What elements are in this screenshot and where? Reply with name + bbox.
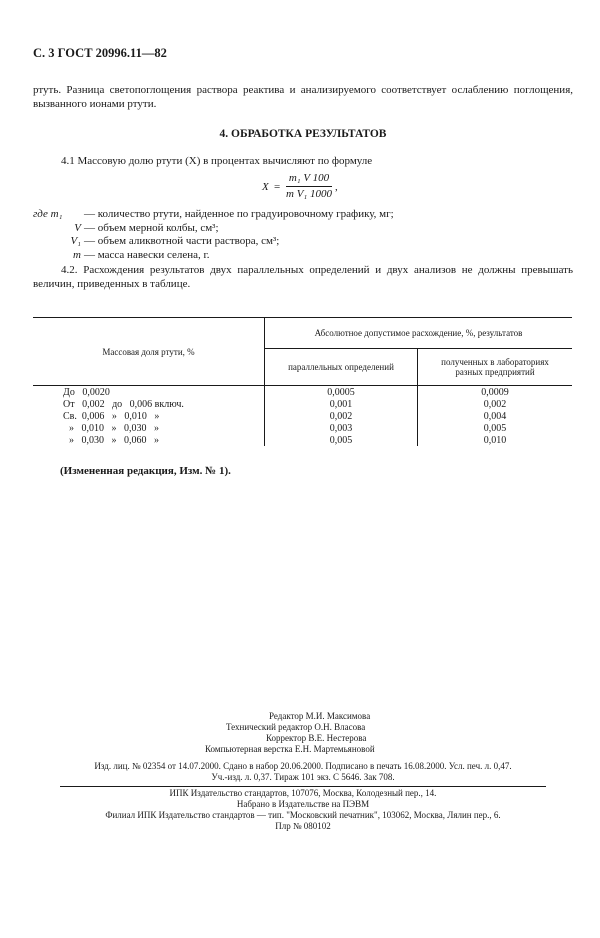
definition-text: — объем аликвотной части раствора, см³; bbox=[84, 235, 280, 247]
section-title: 4. ОБРАБОТКА РЕЗУЛЬТАТОВ bbox=[219, 128, 387, 140]
definition-symbol: V₁ bbox=[70, 235, 81, 247]
table-row bbox=[33, 422, 572, 434]
table-row bbox=[33, 434, 572, 446]
formula-comma: , bbox=[335, 181, 338, 193]
table-row bbox=[33, 410, 572, 422]
publisher-line: ИПК Издательство стандартов, 107076, Москва, Колодезный пер., 14. bbox=[169, 788, 437, 798]
formula-numerator: m₁ V 100 bbox=[288, 172, 330, 184]
revision-note: (Измененная редакция, Изм. № 1). bbox=[60, 465, 231, 477]
definition-text: — объем мерной колбы, см³; bbox=[84, 221, 219, 234]
formula-equals: = bbox=[274, 181, 281, 193]
imprint-credits bbox=[205, 711, 465, 755]
group-header: Абсолютное допустимое расхождение, %, результатов bbox=[265, 318, 573, 349]
definition-item bbox=[33, 249, 394, 263]
formula bbox=[262, 172, 352, 202]
row-parallel-value: 0,005 bbox=[265, 434, 418, 446]
page-header: С. 3 ГОСТ 20996.11—82 bbox=[33, 46, 167, 60]
definition-item bbox=[33, 208, 394, 222]
row-label: » 0,010 » 0,030 » bbox=[33, 422, 265, 434]
definition-symbol: где m₁ bbox=[33, 208, 63, 220]
license-line-1: Изд. лиц. № 02354 от 14.07.2000. Сдано в набор 20.06.2000. Подписано в печать 16.08.2000. Усл. печ. л. 0,47. bbox=[94, 761, 512, 771]
definition-symbol: V bbox=[74, 221, 81, 234]
branch-line: Филиал ИПК Издательство стандартов — тип. "Московский печатник", 103062, Москва, Лялин пер., 6. bbox=[105, 810, 501, 820]
row-parallel-value: 0,0005 bbox=[265, 386, 418, 399]
imprint-divider bbox=[60, 786, 546, 787]
credit-corrector: Корректор В.Е. Нестерова bbox=[266, 733, 367, 743]
definition-item bbox=[33, 222, 394, 236]
imprint-publisher bbox=[33, 788, 573, 832]
paragraph-4-2: 4.2. Расхождения результатов двух параллельных определений и двух анализов не должны превышать величин, приведенных в таблице. bbox=[33, 264, 573, 290]
formula-denominator: m V₁ 1000 bbox=[286, 188, 332, 200]
plr-line: Плр № 080102 bbox=[275, 821, 331, 831]
col-labs-header: полученных в лабораториях разных предприятий bbox=[418, 349, 573, 386]
definitions bbox=[33, 208, 394, 262]
table-row bbox=[33, 386, 572, 399]
row-labs-value: 0,010 bbox=[483, 434, 507, 446]
row-labs-value: 0,0009 bbox=[481, 386, 509, 398]
row-labs-value: 0,002 bbox=[483, 398, 507, 410]
row-label: От 0,002 до 0,006 включ. bbox=[33, 398, 265, 410]
row-parallel-value: 0,002 bbox=[265, 410, 418, 422]
definition-item bbox=[33, 235, 394, 249]
definition-symbol: m bbox=[73, 248, 81, 261]
intro-paragraph: ртуть. Разница светопоглощения раствора реактива и анализируемого соответствует ослаблению поглощения, вызванного ионами ртути. bbox=[33, 84, 573, 110]
credit-layout: Компьютерная верстка Е.Н. Мартемьяновой bbox=[205, 744, 375, 754]
license-line-2: Уч.-изд. л. 0,37. Тираж 101 экз. С 5646. Зак 708. bbox=[211, 772, 395, 782]
paragraph-4-1: 4.1 Массовую долю ртути (X) в процентах вычисляют по формуле bbox=[61, 155, 373, 167]
typeset-line: Набрано в Издательстве на ПЭВМ bbox=[236, 799, 370, 809]
row-label: До 0,0020 bbox=[33, 386, 265, 399]
row-label: » 0,030 » 0,060 » bbox=[33, 434, 265, 446]
credit-editor: Редактор М.И. Максимова bbox=[269, 711, 371, 721]
row-labs-value: 0,004 bbox=[483, 410, 507, 422]
col-mass-fraction-header: Массовая доля ртути, % bbox=[33, 318, 265, 386]
fraction-bar bbox=[286, 186, 332, 187]
table-row bbox=[33, 398, 572, 410]
definition-text: — количество ртути, найденное по градуировочному графику, мг; bbox=[84, 208, 394, 220]
credit-tech-editor: Технический редактор О.Н. Власова bbox=[226, 722, 366, 732]
definition-text: — масса навески селена, г. bbox=[84, 248, 210, 261]
results-table bbox=[33, 317, 572, 446]
col-parallel-header: параллельных определений bbox=[265, 349, 418, 386]
row-label: Св. 0,006 » 0,010 » bbox=[33, 410, 265, 422]
imprint-license bbox=[33, 761, 573, 783]
row-parallel-value: 0,003 bbox=[265, 422, 418, 434]
row-labs-value: 0,005 bbox=[483, 422, 507, 434]
formula-lhs: X bbox=[262, 181, 269, 193]
row-parallel-value: 0,001 bbox=[265, 398, 418, 410]
